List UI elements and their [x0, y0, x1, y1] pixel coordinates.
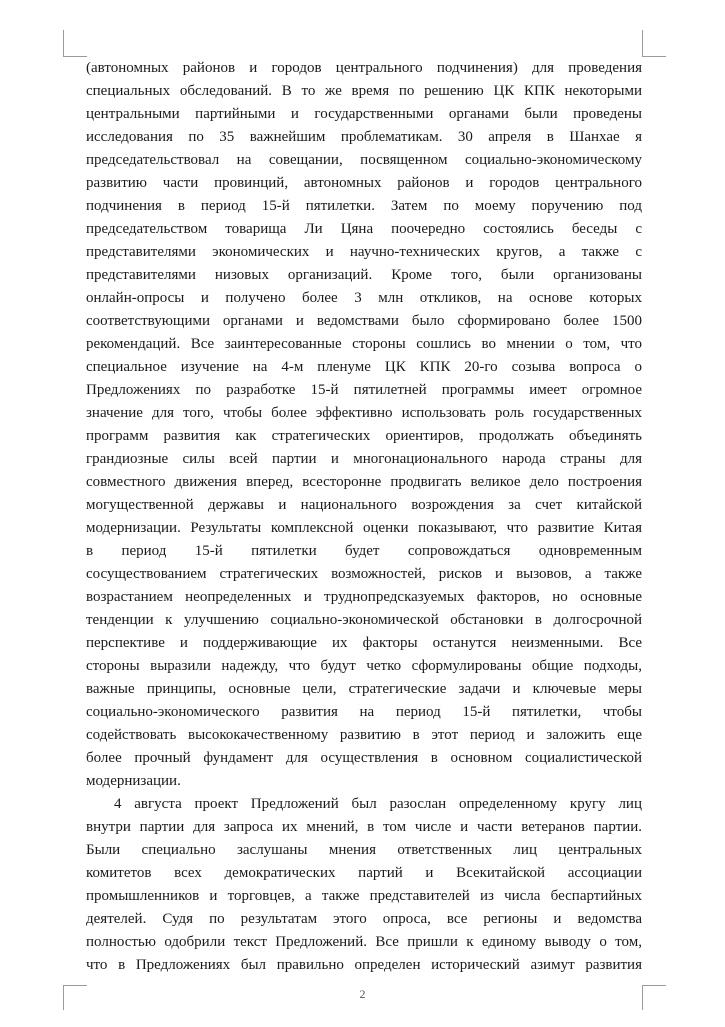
- crop-mark-top-right-horizontal: [642, 56, 666, 57]
- text-line: совместного движения вперед, всесторонне продвигать великое дело построения: [86, 474, 642, 490]
- text-line: полностью одобрили текст Предложений. Все пришли к единому выводу о том,: [86, 934, 642, 950]
- text-line: грандиозные силы всей партии и многонационального народа страны для: [86, 451, 642, 467]
- text-line: значение для того, чтобы более эффективно использовать роль государственных: [86, 405, 642, 421]
- text-line: перспективе и поддерживающие их факторы останутся неизменными. Все: [86, 635, 642, 651]
- crop-mark-top-left-vertical: [63, 30, 64, 57]
- text-line: рекомендаций. Все заинтересованные стороны сошлись во мнении о том, что: [86, 336, 642, 352]
- text-line: промышленников и торговцев, а также представителей из числа беспартийных: [86, 888, 642, 904]
- text-line: содействовать высококачественному развитию в этот период и заложить еще: [86, 727, 642, 743]
- text-line: Предложениях по разработке 15-й пятилетней программы имеет огромное: [86, 382, 642, 398]
- text-line: исследования по 35 важнейшим проблематикам. 30 апреля в Шанхае я: [86, 129, 642, 145]
- text-line: программ развития как стратегических ориентиров, продолжать объединять: [86, 428, 642, 444]
- text-line: председательством товарища Ли Цяна поочередно состоялись беседы с: [86, 221, 642, 237]
- text-line: специальное изучение на 4-м пленуме ЦК КПК 20-го созыва вопроса о: [86, 359, 642, 375]
- text-line: онлайн-опросы и получено более 3 млн откликов, на основе которых: [86, 290, 642, 306]
- text-line: внутри партии для запроса их мнений, в том числе и части ветеранов партии.: [86, 819, 642, 835]
- document-body: [86, 57, 642, 977]
- text-line: соответствующими органами и ведомствами было сформировано более 1500: [86, 313, 642, 329]
- text-line: тенденции к улучшению социально-экономической обстановки в долгосрочной: [86, 612, 642, 628]
- text-line: могущественной державы и национального возрождения за счет китайской: [86, 497, 642, 513]
- text-line: представителями экономических и научно-технических кругов, а также с: [86, 244, 642, 260]
- text-line: что в Предложениях был правильно определен исторический азимут развития: [86, 957, 642, 973]
- text-line: подчинения в период 15-й пятилетки. Затем по моему поручению под: [86, 198, 642, 214]
- text-line: деятелей. Судя по результатам этого опроса, все регионы и ведомства: [86, 911, 642, 927]
- text-line: стороны выразили надежду, что будут четко сформулированы общие подходы,: [86, 658, 642, 674]
- text-line: в период 15-й пятилетки будет сопровождаться одновременным: [86, 543, 642, 559]
- text-line: более прочный фундамент для осуществления в основном социалистической: [86, 750, 642, 766]
- text-line: специальных обследований. В то же время по решению ЦК КПК некоторыми: [86, 83, 642, 99]
- text-line: представителями низовых организаций. Кроме того, были организованы: [86, 267, 642, 283]
- text-line: председательствовал на совещании, посвященном социально-экономическому: [86, 152, 642, 168]
- text-line: комитетов всех демократических партий и Всекитайской ассоциации: [86, 865, 642, 881]
- text-line: 4 августа проект Предложений был разослан определенному кругу лиц: [114, 796, 642, 812]
- crop-mark-bottom-left-horizontal: [63, 985, 87, 986]
- paragraph-2: [86, 793, 642, 977]
- text-line: важные принципы, основные цели, стратегические задачи и ключевые меры: [86, 681, 642, 697]
- crop-mark-top-left-horizontal: [63, 56, 87, 57]
- text-line: модернизации.: [86, 773, 181, 789]
- text-line: сосуществованием стратегических возможностей, рисков и вызовов, а также: [86, 566, 642, 582]
- text-line: развитию части провинций, автономных районов и городов центрального: [86, 175, 642, 191]
- text-line: возрастанием неопределенных и труднопредсказуемых факторов, но основные: [86, 589, 642, 605]
- text-line: (автономных районов и городов центрального подчинения) для проведения: [86, 60, 642, 76]
- text-line: модернизации. Результаты комплексной оценки показывают, что развитие Китая: [86, 520, 642, 536]
- crop-mark-top-right-vertical: [642, 30, 643, 57]
- text-line: социально-экономического развития на период 15-й пятилетки, чтобы: [86, 704, 642, 720]
- paragraph-1: [86, 57, 642, 793]
- page-number: 2: [359, 987, 366, 1001]
- text-line: Были специально заслушаны мнения ответственных лиц центральных: [86, 842, 642, 858]
- crop-mark-bottom-right-horizontal: [642, 985, 666, 986]
- text-line: центральными партийными и государственными органами были проведены: [86, 106, 642, 122]
